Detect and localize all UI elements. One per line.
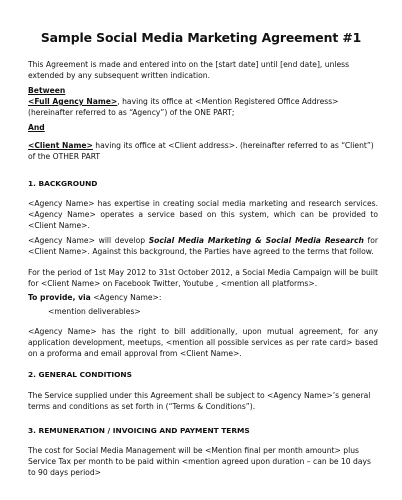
billing-paragraph: <Agency Name> has the right to bill additionally, upon mutual agreement, for any application development, meetups, <mention all possible services as per rate card> based on a proforma and email approval from <Client Name>. — [28, 327, 378, 358]
background-paragraph-1: <Agency Name> has expertise in creating social media marketing and research services. <Agency Name> operates a service based on this system, which can be provided to <Client Name>. — [28, 199, 378, 230]
section-heading-background: 1. BACKGROUND — [28, 179, 98, 188]
document-title: Sample Social Media Marketing Agreement #1 — [40, 30, 362, 45]
bg-p2-end: for <Client Name>. Against this background, the Parties have agreed to the terms that follow. — [28, 236, 378, 256]
section-heading-remuneration: 3. REMUNERATION / INVOICING AND PAYMENT TERMS — [28, 426, 250, 435]
provide-agency: <Agency Name>: — [90, 293, 162, 302]
party-one-name: <Full Agency Name> — [28, 97, 118, 106]
campaign-period-paragraph: For the period of 1st May 2012 to 31st October 2012, a Social Media Campaign will be built for <Client Name> on Facebook Twitter, Youtube , <mention all platforms>. — [28, 268, 378, 288]
remuneration-paragraph: The cost for Social Media Management will be <Mention final per month amount> plus Service Tax per month to be paid within <mention agreed upon duration – can be 10 days to 90 days period> — [28, 446, 371, 477]
service-emphasis: Social Media Marketing & Social Media Research — [148, 236, 364, 245]
between-text: Between — [28, 86, 66, 95]
deliverables-line: <mention deliverables> — [48, 307, 141, 316]
section-heading-general-conditions: 2. GENERAL CONDITIONS — [28, 370, 132, 379]
provide-line — [28, 292, 378, 303]
and-label — [28, 122, 378, 133]
bg-p2-start: <Agency Name> will develop — [28, 236, 149, 245]
party-two-details: having its office at <Client address>. (hereinafter referred to as “Client”) of the OTHER PART — [28, 141, 374, 161]
party-one-paragraph — [28, 96, 378, 118]
general-conditions-paragraph: The Service supplied under this Agreement shall be subject to <Agency Name>’s general terms and conditions as set forth in (“Terms & Conditions”). — [28, 391, 371, 411]
and-text: And — [28, 123, 45, 132]
intro-paragraph: This Agreement is made and entered into on the [start date] until [end date], unless extended by any subsequent written indication. — [28, 60, 350, 80]
between-label — [28, 85, 378, 96]
party-one-details: , having its office at <Mention Registered Office Address> (hereinafter referred to as “Agency”) of the ONE PART; — [28, 97, 339, 117]
party-two-paragraph — [28, 140, 378, 162]
provide-label: To provide, via — [28, 293, 91, 302]
background-paragraph-2 — [28, 235, 378, 257]
party-two-name: <Client Name> — [28, 141, 93, 150]
